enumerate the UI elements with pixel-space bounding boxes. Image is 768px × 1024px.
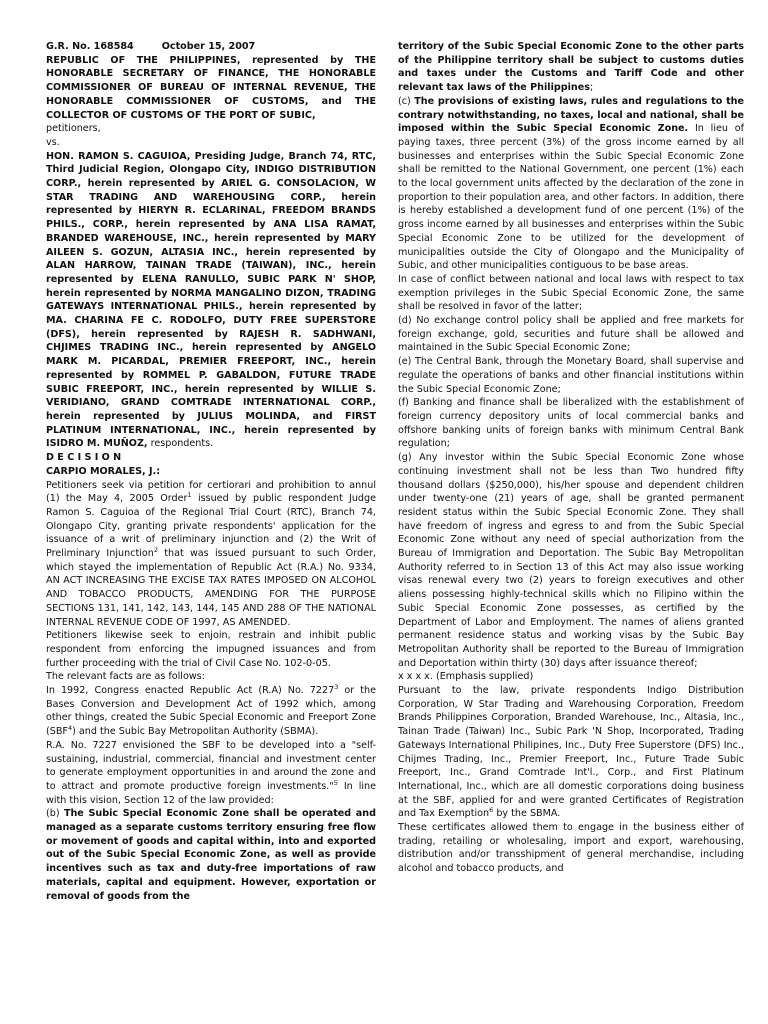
text-run: or the Bases Conversion and Development Act of 1992 which, among other things, created the Subic Special Economic and Freeport Zone (SBF (46, 685, 376, 738)
respondents-label: respondents. (147, 438, 214, 450)
petitioners-label: petitioners, (46, 123, 101, 135)
paragraph-section-d: (d) No exchange control policy shall be applied and free markets for foreign exchange, gold, securities and future shall be allowed and maintained in the Subic Special Economic Zone; (398, 315, 744, 354)
case-header (46, 40, 376, 54)
text-run: R.A. No. 7227 envisioned the SBF to be developed into a "self-sustaining, industrial, commercial, financial and investment center to generate employment opportunities in and around the zone and to attract and promote productive foreign investments." (46, 739, 376, 792)
right-column (398, 40, 744, 1024)
gr-number: G.R. No. 168584 (46, 41, 134, 52)
text-run: In line with this vision, Section 12 of the law provided: (46, 780, 376, 806)
ponente: CARPIO MORALES, J.: (46, 465, 161, 477)
footnote-ref[interactable]: 3 (334, 682, 339, 691)
paragraph-section-e: (e) The Central Bank, through the Monetary Board, shall supervise and regulate the operations of banks and other financial institutions within the Subic Special Economic Zone; (398, 356, 744, 395)
petitioners-block (46, 54, 376, 136)
emphasized-text: territory of the Subic Special Economic Zone to the other parts of the Philippine territory shall be subject to customs duties and taxes under the Customs and Tariff Code and other relevant tax laws of the Philippines (398, 41, 744, 94)
footnote-ref[interactable]: 4 (67, 723, 73, 732)
versus: vs. (46, 136, 60, 148)
paragraph-ra7227 (46, 684, 376, 739)
paragraph-facts-intro: The relevant facts are as follows: (46, 671, 205, 683)
paragraph-petition (46, 479, 376, 630)
paragraph-certificates: These certificates allowed them to engage in the business either of trading, retailing or wholesaling, import and export, warehousing, distribution and/or transshipment of general merchandise, including alcohol and tobacco products, and (398, 822, 744, 875)
petitioners-caption: REPUBLIC OF THE PHILIPPINES, represented by THE HONORABLE SECRETARY OF FINANCE, THE HONORABLE COMMISSIONER OF BUREAU OF INTERNAL REVENUE, THE HONORABLE COMMISSIONER OF CUSTOMS, and THE COLLECTOR OF CUSTOMS OF THE PORT OF SUBIC, (46, 54, 376, 121)
respondents-caption: HON. RAMON S. CAGUIOA, Presiding Judge, Branch 74, RTC, Third Judicial Region, Olongapo City, INDIGO DISTRIBUTION CORP., herein represented by ARIEL G. CONSOLACION, W STAR TRADING AND WAREHOUSING CORP., herein represented by HIERYN R. ECLARINAL, FREEDOM BRANDS PHILS., CORP., herein represented by ANA LISA RAMAT, BRANDED WAREHOUSE, INC., herein represented by MARY AILEEN S. GOZUN, ALTASIA INC., herein represented by ALAN HARROW, TAINAN TRADE (TAIWAN), INC., herein represented by ELENA RANULLO, SUBIC PARK N' SHOP, herein represented by NORMA MANGALINO DIZON, TRADING GATEWAYS INTERNATIONAL PHILS., herein represented by MA. CHARINA FE C. RODOLFO, DUTY FREE SUPERSTORE (DFS), herein represented by RAJESH R. SADHWANI, CHJIMES TRADING INC., herein represented by ANGELO MARK M. PICARDAL, PREMIER FREEPORT, INC., herein represented by ROMMEL P. GABALDON, FUTURE TRADE SUBIC FREEPORT, INC., herein represented by WILLIE S. VERIDIANO, GRAND COMTRADE INTERNATIONAL CORP., herein represented by JULIUS MOLINDA, and FIRST PLATINUM INTERNATIONAL, INC., herein represented by ISIDRO M. MUÑOZ, (46, 150, 376, 450)
text-run: that was issued pursuant to such Order, which stayed the implementation of Republic Act (R.A.) No. 9334, AN ACT INCREASING THE EXCISE TAX RATES IMPOSED ON ALCOHOL AND TOBACCO PRODUCTS, AMENDING FOR THE PURPOSE SECTIONS 131, 141, 142, 143, 144, 145 AND 288 OF THE NATIONAL INTERNAL REVENUE CODE OF 1997, AS AMENDED. (46, 548, 376, 628)
text-run: (c) (398, 95, 415, 107)
footnote-ref[interactable]: 1 (187, 491, 192, 500)
decision-date: October 15, 2007 (161, 41, 256, 52)
paragraph-respondents (398, 684, 744, 821)
paragraph-section-g: (g) Any investor within the Subic Special Economic Zone whose continuing investment shall not be less than Two hundred fifty thousand dollars ($250,000), his/her spouse and dependent children under twenty-one (21) years of age, shall be granted permanent resident status within the Subic Special Economic Zone. They shall have freedom of ingress and egress to and from the Subic Special Economic Zone without any need of special authorization from the Bureau of Immigration and Deportation. The Subic Bay Metropolitan Authority referred to in Section 13 of this Act may also issue working visas renewal every two (2) years to foreign executives and other aliens possessing highly-technical skills which no Filipino within the Subic Special Economic Zone possesses, as certified by the Department of Labor and Employment. The names of aliens granted permanent residence status and working visas by the Subic Bay Metropolitan Authority shall be reported to the Bureau of Immigration and Deportation within thirty (30) days after issuance thereof; (398, 452, 744, 669)
paragraph-ellipsis: x x x x. (Emphasis supplied) (398, 671, 534, 683)
emphasized-text: The Subic Special Economic Zone shall be operated and managed as a separate customs territory ensuring free flow or movement of goods and capital within, into and exported out of the Subic Special Economic Zone, as well as provide incentives such as tax and duty-free importations of raw materials, capital and equipment. However, exportation or removal of goods from the (46, 808, 376, 902)
paragraph-section-c (398, 95, 744, 273)
emphasized-text: The provisions of existing laws, rules and regulations to the contrary notwithstanding, no taxes, local and national, shall be imposed within the Subic Special Economic Zone. (398, 95, 744, 135)
footnote-ref[interactable]: 5 (333, 778, 338, 787)
text-run: ) and the Subic Bay Metropolitan Authority (SBMA). (72, 726, 319, 738)
footnote-ref[interactable]: 6 (489, 806, 494, 815)
text-run: ; (589, 82, 594, 94)
paragraph-enjoin: Petitioners likewise seek to enjoin, restrain and inhibit public respondent from enforcing the impugned issuances and from further proceeding with the trial of Civil Case No. 102-0-05. (46, 630, 376, 669)
paragraph-section-b (46, 807, 376, 903)
text-run: by the SBMA. (493, 808, 561, 820)
text-run: In lieu of paying taxes, three percent (3%) of the gross income earned by all businesses and enterprises within the Subic Special Economic Zone shall be remitted to the National Government, one percent (1%) each to the local government units affected by the declaration of the zone in proportion to their population area, and other factors. In addition, there is hereby established a development fund of one percent (1%) of the gross income earned by all businesses and enterprises within the Subic Special Economic Zone to be utilized for the development of municipalities outside the City of Olongapo and the Municipality of Subic, and other municipalities contiguous to be base areas. (398, 123, 744, 272)
paragraph-vision (46, 739, 376, 808)
paragraph-section-f: (f) Banking and finance shall be liberalized with the establishment of foreign currency depository units of local commercial banks and offshore banking units of foreign banks with minimum Central Bank regulation; (398, 397, 744, 450)
paragraph-section-b-cont (398, 40, 744, 95)
footnote-ref[interactable]: 2 (153, 545, 158, 554)
text-run: In 1992, Congress enacted Republic Act (R.A) No. 7227 (46, 685, 335, 697)
text-run: Pursuant to the law, private respondents Indigo Distribution Corporation, W Star Trading and Warehousing Corporation, Freedom Brands Philippines Corporation, Branded Warehouse, Inc., Altasia, Inc., Tainan Trade (Taiwan) Inc., Subic Park 'N Shop, Incorporated, Trading Gateways International Philipines, Inc., Duty Free Superstore (DFS) Inc., Chijmes Trading, Inc., Premier Freeport, Inc., Future Trade Subic Freeport, Inc., Grand Comtrade Int'l., Corp., and First Platinum International, Inc., which are all domestic corporations doing business at the SBF, applied for and were granted Certificates of Registration and Tax Exemption (398, 685, 744, 820)
decision-heading: D E C I S I O N (46, 452, 122, 464)
text-run: (b) (46, 808, 64, 820)
text-run: Petitioners seek via petition for certiorari and prohibition to annul (1) the May 4, 2005 Order (46, 479, 376, 505)
respondents-block (46, 150, 376, 451)
text-run: issued by public respondent Judge Ramon S. Caguioa of the Regional Trial Court (RTC), Branch 74, Olongapo City, granting private respondents' application for the issuance of a writ of preliminary injunction and (2) the Writ of Preliminary Injunction (46, 493, 376, 560)
left-column (46, 40, 376, 1024)
paragraph-conflict: In case of conflict between national and local laws with respect to tax exemption privileges in the Subic Special Economic Zone, the same shall be resolved in favor of the latter; (398, 273, 744, 313)
